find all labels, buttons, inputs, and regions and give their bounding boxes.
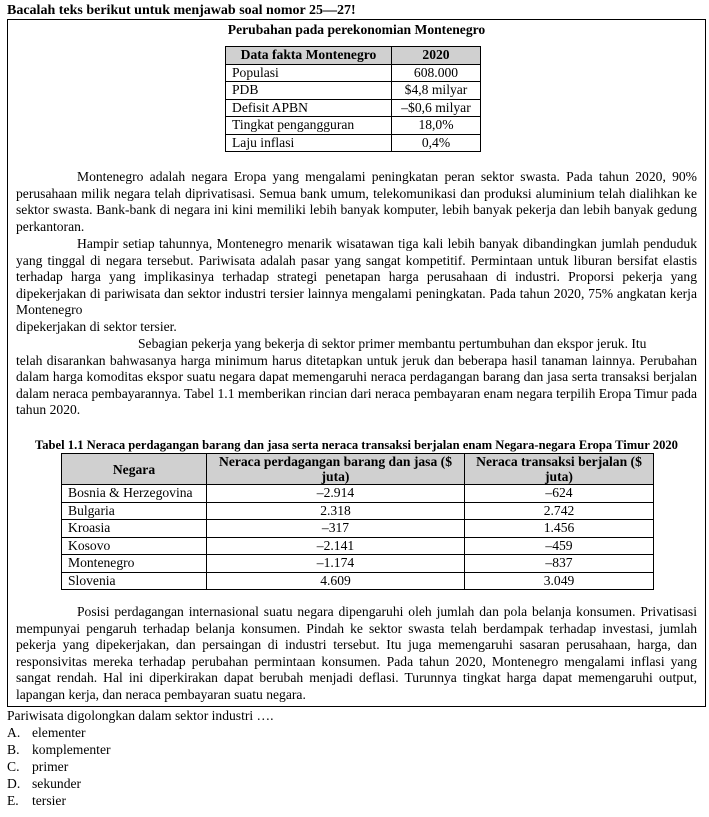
fact-label: Populasi <box>226 64 392 82</box>
current-account-cell: 2.742 <box>465 502 654 520</box>
country-cell: Kroasia <box>62 520 207 538</box>
option-letter: D. <box>7 775 21 791</box>
country-cell: Bosnia & Herzegovina <box>62 485 207 503</box>
fact-value: –$0,6 milyar <box>392 99 481 117</box>
instruction: Bacalah teks berikut untuk menjawab soal nomor 25—27! <box>7 3 356 18</box>
fact-value: $4,8 milyar <box>392 82 481 100</box>
table-row <box>226 134 481 152</box>
paragraph-3-first-line: Sebagian pekerja yang bekerja di sektor primer membantu pertumbuhan dan ekspor jeruk. Itu <box>138 336 647 351</box>
table-row <box>226 117 481 135</box>
table-row <box>226 82 481 100</box>
question-text: Pariwisata digolongkan dalam sektor industri …. <box>7 708 274 723</box>
fact-table-header <box>226 47 481 65</box>
fact-header-label: Data fakta Montenegro <box>226 47 392 65</box>
table-caption: Tabel 1.1 Neraca perdagangan barang dan jasa serta neraca transaksi berjalan enam Negara-negara Eropa Timur 2020 <box>35 438 678 452</box>
option-text: komplementer <box>32 741 111 757</box>
fact-value: 608.000 <box>392 64 481 82</box>
table-row <box>62 537 654 555</box>
fact-label: Defisit APBN <box>226 99 392 117</box>
table-row <box>62 502 654 520</box>
paragraph-2-end: dipekerjakan di sektor tersier. <box>16 318 177 334</box>
current-account-cell: 1.456 <box>465 520 654 538</box>
fact-label: PDB <box>226 82 392 100</box>
balance-table <box>61 453 654 590</box>
trade-balance-cell: 4.609 <box>207 572 465 590</box>
paragraph-2-body: Hampir setiap tahunnya, Montenegro menarik wisatawan tiga kali lebih banyak dibandingkan jumlah penduduk yang tinggal di negara tersebut. Pariwisata adalah pasar yang sangat kompetitif. Permintaan untuk liburan bersifat elastis terhadap harga yang implikasinya terhadap strategi penetapan harga perusahaan di industri. Proporsi pekerja yang dipekerjakan di pariwisata dan sektor industri tersier lainnya mengalami peningkatan. Pada tahun 2020, 75% angkatan kerja Montenegro <box>16 236 697 318</box>
trade-balance-cell: –2.914 <box>207 485 465 503</box>
header-country: Negara <box>62 454 207 485</box>
paragraph-1: Montenegro adalah negara Eropa yang mengalami peningkatan peran sektor swasta. Pada tahun 2020, 90% perusahaan milik negara telah diprivatisasi. Semua bank umum, telekomunikasi dan produksi aluminium telah dialihkan ke sektor swasta. Bank-bank di negara ini kini memiliki lebih banyak komputer, lebih banyak pekerja dan lebih banyak gedung perkantoran. <box>16 169 697 234</box>
fact-label: Tingkat pengangguran <box>226 117 392 135</box>
table-row <box>62 572 654 590</box>
option-letter: B. <box>7 741 20 757</box>
option-letter: A. <box>7 725 21 740</box>
paragraph-2 <box>16 236 697 336</box>
fact-value: 18,0% <box>392 117 481 135</box>
table-row <box>62 555 654 573</box>
current-account-cell: 3.049 <box>465 572 654 590</box>
fact-value: 0,4% <box>392 134 481 152</box>
header-current-account: Neraca transaksi berjalan ($ juta) <box>465 454 654 485</box>
paragraph-3 <box>16 336 697 419</box>
paragraph-3-body: telah disarankan bahwasanya harga minimum harus ditetapkan untuk jeruk dan beberapa hasil tanaman lainnya. Perubahan dalam harga komoditas ekspor suatu negara dapat memengaruhi neraca perdagangan barang dan jasa serta transaksi berjalan dalam neraca pembayarannya. Tabel 1.1 memberikan rincian dari neraca pembayaran enam negara terpilih Eropa Timur pada tahun 2020. <box>16 352 697 418</box>
option-text: sekunder <box>32 775 82 791</box>
article-title: Perubahan pada perekonomian Montenegro <box>227 22 486 37</box>
country-cell: Bulgaria <box>62 502 207 520</box>
header-trade-balance: Neraca perdagangan barang dan jasa ($ juta) <box>207 454 465 485</box>
option-text: tersier <box>32 792 66 808</box>
option-a[interactable] <box>7 725 111 742</box>
current-account-cell: –837 <box>465 555 654 573</box>
table-row <box>62 520 654 538</box>
table-row <box>62 485 654 503</box>
country-cell: Montenegro <box>62 555 207 573</box>
option-text: primer <box>32 758 69 774</box>
balance-table-header <box>62 454 654 485</box>
answer-options <box>7 725 111 809</box>
country-cell: Kosovo <box>62 537 207 555</box>
table-row <box>226 64 481 82</box>
option-text: elementer <box>32 725 86 740</box>
table-row <box>226 99 481 117</box>
article-frame <box>7 19 706 707</box>
option-d[interactable] <box>7 776 111 793</box>
trade-balance-cell: 2.318 <box>207 502 465 520</box>
paragraph-4: Posisi perdagangan internasional suatu negara dipengaruhi oleh jumlah dan pola belanja konsumen. Privatisasi mempunyai pengaruh terhadap belanja konsumen. Pindah ke sektor swasta telah berdampak terhadap investasi, jumlah pekerja yang dipekerjakan, dan persaingan di industri tersebut. Itu juga memengaruhi sasaran perusahaan, harga, dan responsivitas mereka terhadap perubahan permintaan konsumen. Pada tahun 2020, Montenegro mengalami inflasi yang sangat rendah. Hal ini diperkirakan dapat berubah menjadi deflasi. Turunnya tingkat harga dapat memengaruhi output, lapangan kerja, dan neraca pembayaran suatu negara. <box>16 604 697 702</box>
option-c[interactable] <box>7 759 111 776</box>
current-account-cell: –459 <box>465 537 654 555</box>
option-b[interactable] <box>7 742 111 759</box>
trade-balance-cell: –1.174 <box>207 555 465 573</box>
country-cell: Slovenia <box>62 572 207 590</box>
trade-balance-cell: –317 <box>207 520 465 538</box>
fact-table <box>225 46 481 152</box>
current-account-cell: –624 <box>465 485 654 503</box>
option-letter: C. <box>7 758 20 774</box>
trade-balance-cell: –2.141 <box>207 537 465 555</box>
fact-header-year: 2020 <box>392 47 481 65</box>
fact-label: Laju inflasi <box>226 134 392 152</box>
option-e[interactable] <box>7 793 111 810</box>
option-letter: E. <box>7 792 19 808</box>
